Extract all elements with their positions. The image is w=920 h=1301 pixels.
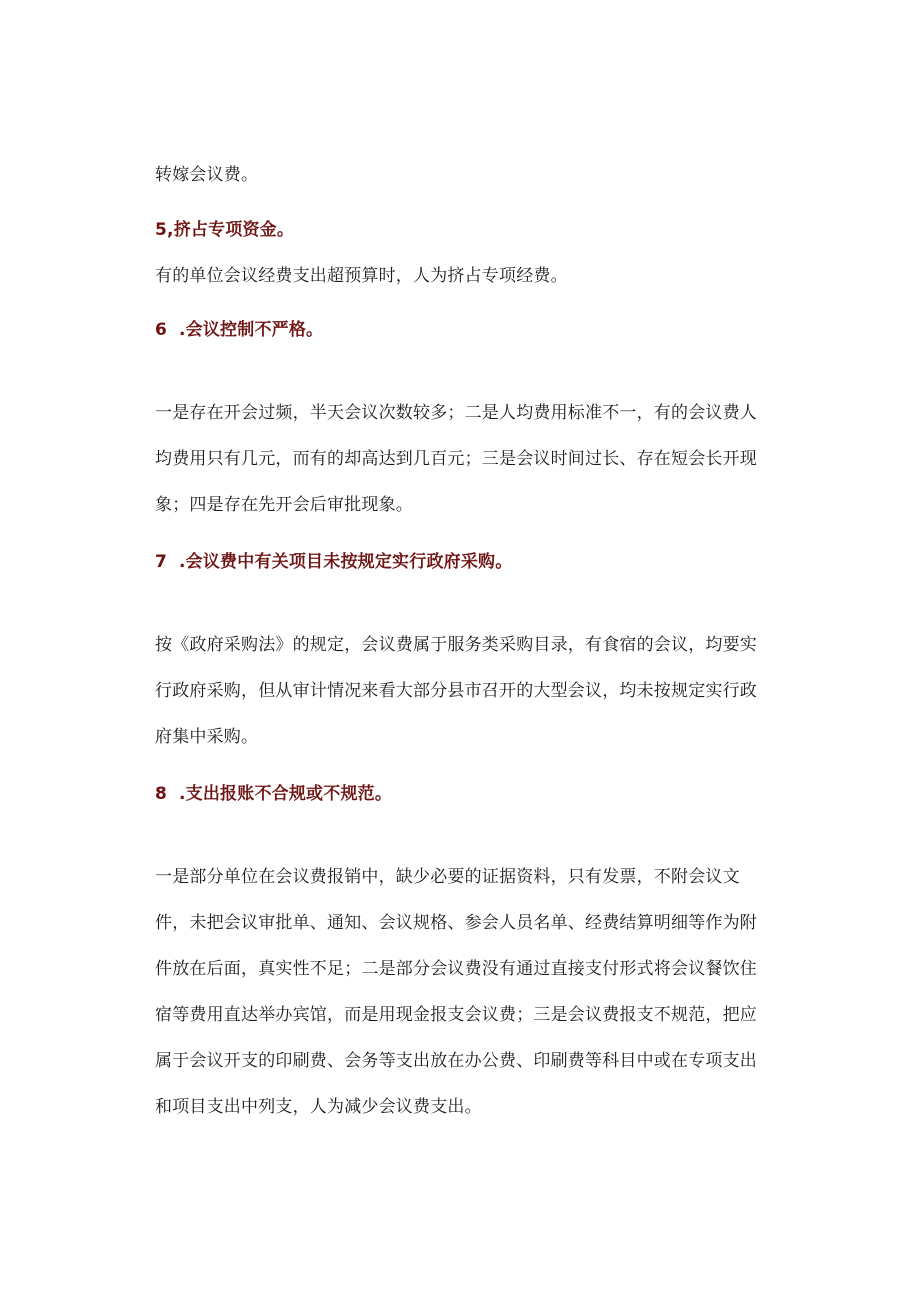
section-paragraph-7: 按《政府采购法》的规定，会议费属于服务类采购目录，有食宿的会议，均要实行政府采购，但从审计情况来看大部分县市召开的大型会议，均未按规定实行政府集中采购。 [155,635,757,747]
section-paragraph-5: 有的单位会议经费支出超预算时，人为挤占专项经费。 [155,266,568,286]
section-number: 7 [155,552,168,572]
section-heading-5 [155,218,767,242]
section-number: 8 [155,784,168,804]
section-title: .会议控制不严格。 [179,320,324,340]
section-number: 6 [155,320,168,340]
intro-line: 转嫁会议费。 [155,165,259,185]
section-title: .支出报账不合规或不规范。 [179,784,393,804]
section-paragraph-6: 一是存在开会过频，半天会议次数较多；二是人均费用标准不一，有的会议费人均费用只有几元，而有的却高达到几百元；三是会议时间过长、存在短会长开现象；四是存在先开会后审批现象。 [155,403,757,515]
section-heading-7 [155,550,767,574]
section-title: 挤占专项资金。 [173,220,295,240]
section-number: 5, [155,220,174,240]
section-heading-6 [155,318,767,342]
section-title: .会议费中有关项目未按规定实行政府采购。 [179,552,513,572]
section-heading-8 [155,782,767,806]
section-paragraph-8: 一是部分单位在会议费报销中，缺少必要的证据资料，只有发票，不附会议文件，未把会议审批单、通知、会议规格、参会人员名单、经费结算明细等作为附件放在后面，真实性不足；二是部分会议费没有通过直接支付形式将会议餐饮住宿等费用直达举办宾馆，而是用现金报支会议费；三是会议费报支不规范，把应属于会议开支的印刷费、会务等支出放在办公费、印刷费等科目中或在专项支出和项目支出中列支，人为减少会议费支出。 [155,867,757,1117]
